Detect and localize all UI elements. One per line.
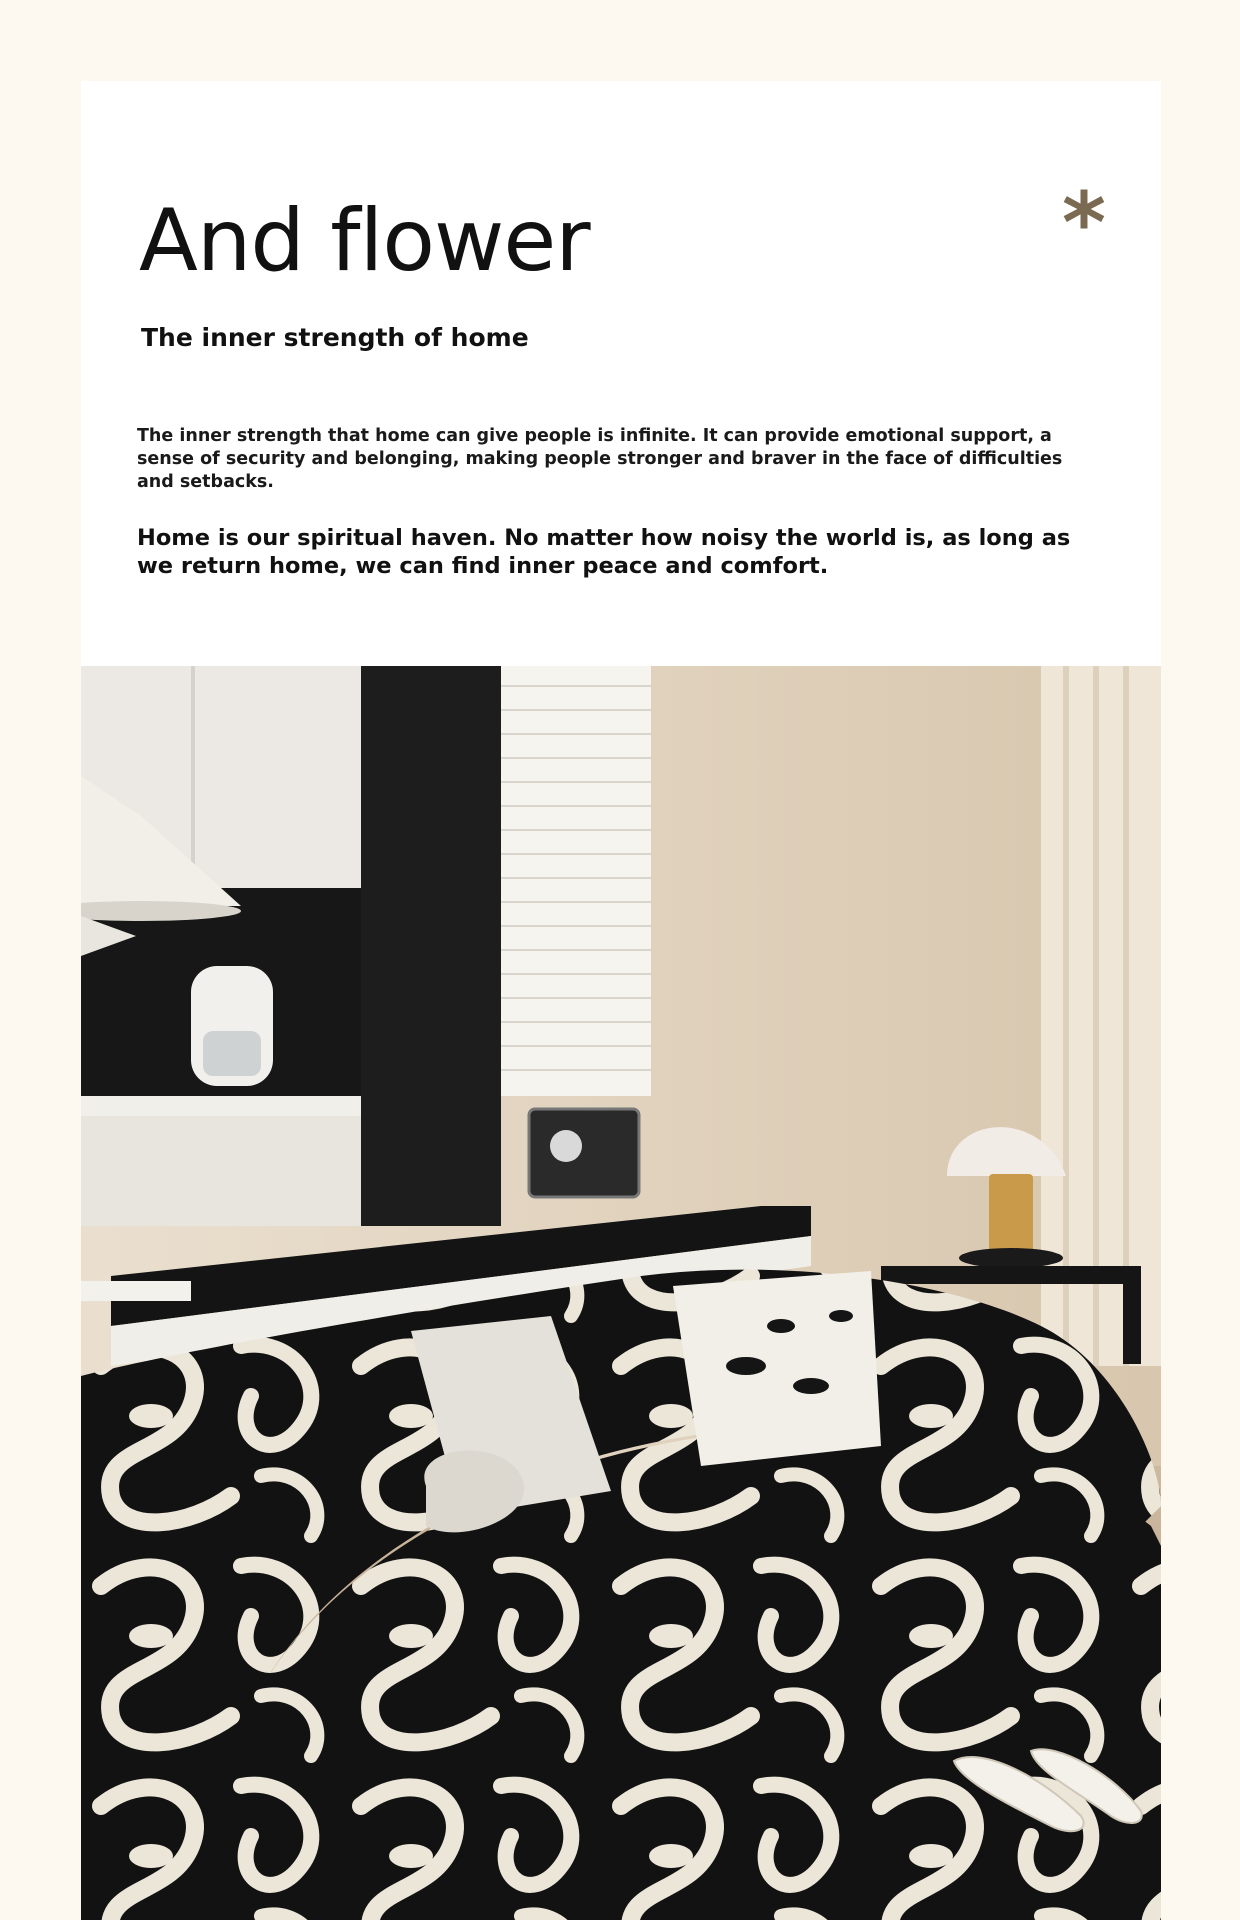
- content-card: [81, 81, 1161, 1920]
- haven-paragraph: Home is our spiritual haven. No matter how noisy the world is, as long as we return home, we can find inner peace and comfort.: [137, 525, 1071, 579]
- asterisk-icon: *: [1062, 174, 1106, 272]
- page-title: And flower: [139, 191, 590, 291]
- living-room-sofa-photo: [81, 666, 1161, 1920]
- intro-paragraph: The inner strength that home can give people is infinite. It can provide emotional support, a sense of security and belonging, making people stronger and braver in the face of difficulties and setbacks.: [137, 426, 1063, 492]
- subtitle: The inner strength of home: [141, 323, 529, 352]
